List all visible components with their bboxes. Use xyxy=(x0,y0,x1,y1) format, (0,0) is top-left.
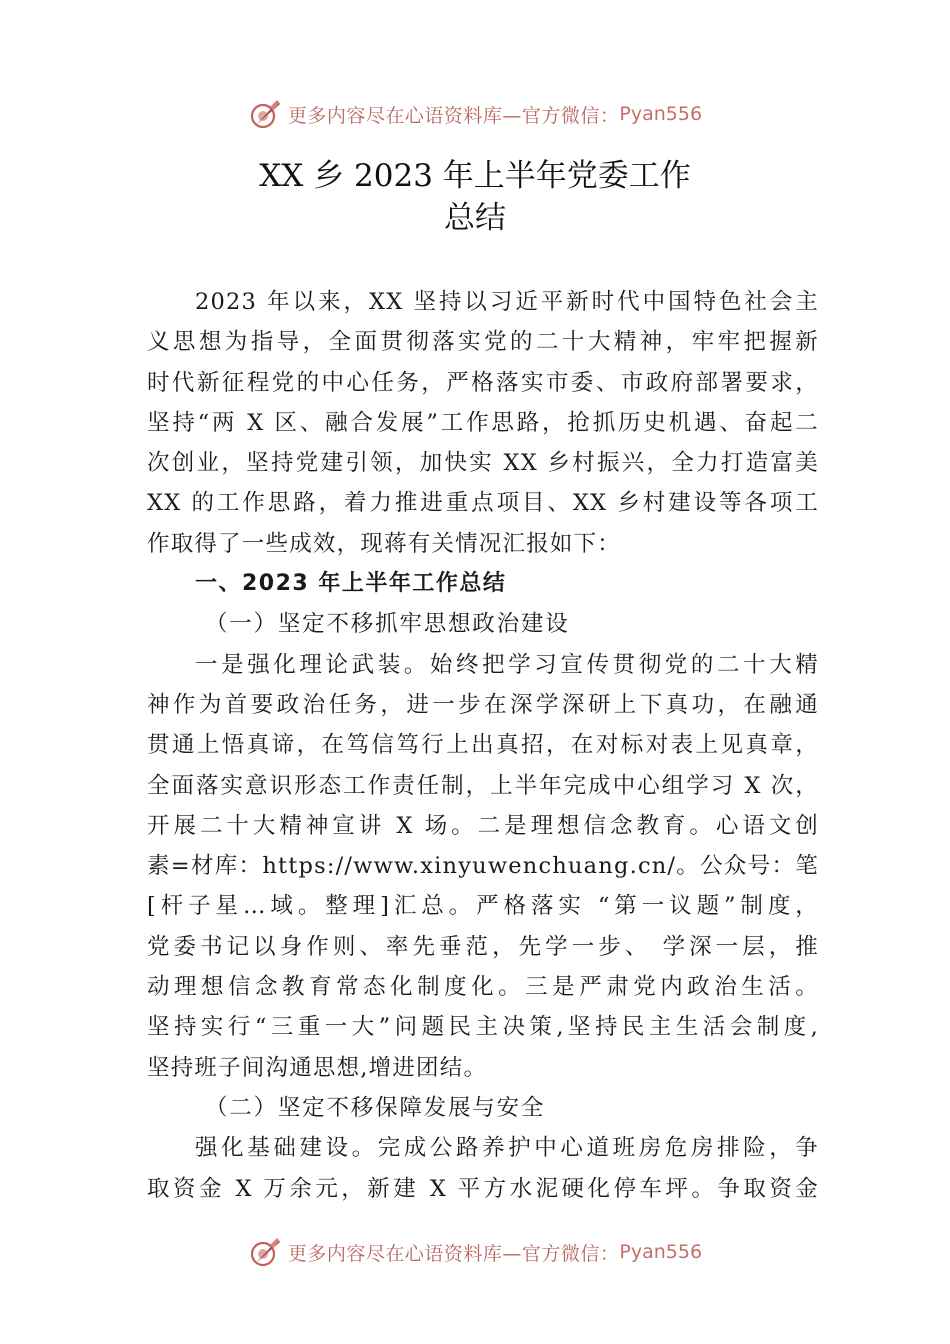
body-line: 一是强化理论武装。始终把学习宣传贯彻党的二十大精 xyxy=(195,651,819,678)
body-line: XX 的工作思路，着力推进重点项目、XX 乡村建设等各项工 xyxy=(147,490,819,517)
watermark-text: 更多内容尽在心语资料库—官方微信： xyxy=(287,1242,620,1265)
watermark-wechat-id: Pyan556 xyxy=(619,1241,703,1263)
watermark-text: 更多内容尽在心语资料库—官方微信： xyxy=(287,104,620,127)
body-line: 强化基础建设。完成公路养护中心道班房危房排险，争 xyxy=(195,1135,819,1162)
body-line: 时代新征程党的中心任务，严格落实市委、市政府部署要求， xyxy=(147,369,819,396)
body-line: 贯通上悟真谛，在笃信笃行上出真招，在对标对表上见真章， xyxy=(147,732,819,759)
body-line: 开展二十大精神宣讲 X 场。二是理想信念教育。心语文创 xyxy=(147,812,819,839)
quill-circle-icon xyxy=(248,97,282,131)
body-line: 次创业，坚持党建引领，加快实 XX 乡村振兴，全力打造富美 xyxy=(147,450,819,477)
document-title-line-1: XX 乡 2023 年上半年党委工作 xyxy=(259,158,691,194)
watermark-banner-top xyxy=(0,96,950,132)
body-line: 动理想信念教育常态化制度化。三是严肃党内政治生活。 xyxy=(147,974,819,1001)
quill-circle-icon xyxy=(248,1235,282,1269)
watermark-banner-bottom xyxy=(0,1234,950,1270)
body-line: 取资金 X 万余元，新建 X 平方水泥硬化停车坪。争取资金 xyxy=(147,1175,819,1202)
body-line: 神作为首要政治任务，进一步在深学深研上下真功，在融通 xyxy=(147,691,819,718)
body-line: 坚持“两 X 区、融合发展”工作思路，抢抓历史机遇、奋起二 xyxy=(147,409,819,436)
body-line: 坚持实行“三重一大”问题民主决策,坚持民主生活会制度, xyxy=(147,1014,819,1041)
subsection-heading-2: （二）坚定不移保障发展与安全 xyxy=(205,1094,546,1121)
body-line: 党委书记以身作则、率先垂范，先学一步、 学深一层，推 xyxy=(147,933,819,960)
subsection-heading-1: （一）坚定不移抓牢思想政治建设 xyxy=(205,611,570,638)
watermark-wechat-id: Pyan556 xyxy=(619,103,703,125)
document-title-line-2: 总结 xyxy=(444,200,506,236)
body-line: 作取得了一些成效，现蒋有关情况汇报如下： xyxy=(147,530,622,557)
section-heading-1: 一、2023 年上半年工作总结 xyxy=(195,571,507,597)
body-line: 2023 年以来，XX 坚持以习近平新时代中国特色社会主 xyxy=(195,289,819,315)
body-line: [杆子星…域。整理]汇总。严格落实 “第一议题”制度， xyxy=(147,893,819,920)
body-line: 义思想为指导，全面贯彻落实党的二十大精神，牢牢把握新 xyxy=(147,329,819,356)
body-line: 全面落实意识形态工作责任制，上半年完成中心组学习 X 次， xyxy=(147,772,819,799)
body-line: 坚持班子间沟通思想,增进团结。 xyxy=(147,1054,488,1081)
body-line: 素=材库：https://www.xinyuwenchuang.cn/。公众号：笔 xyxy=(147,853,819,880)
document-body xyxy=(147,282,819,1209)
